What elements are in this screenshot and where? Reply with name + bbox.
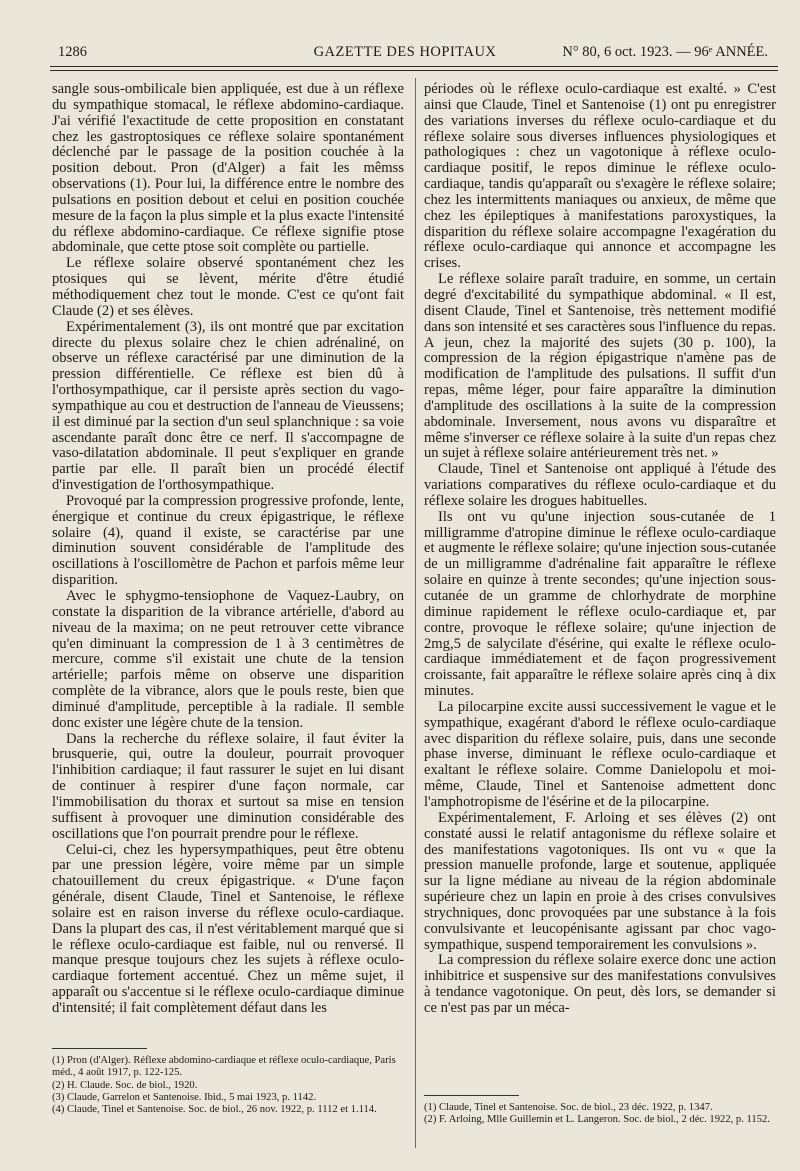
paragraph: Le réflexe solaire paraît traduire, en somme, un certain degré d'excitabilité du sympathique abdominal. « Il est, disent Claude, Tinel et Santenoise, très nettement modifié dans son intensité et ses caractères sous l'influence du repas. A jeun, chez la majorité des sujets (30 p. 100), la compression de la région épigastrique n'amène pas de modification de l'amplitude des pulsations. Il suffit d'un repas, même léger, pour faire apparaître la diminution d'amplitude des oscillations à la suite de la compression abdominale. Inversement, nous avons vu disparaître et même s'inverser ce réflexe solaire à la suite d'un repas chez un sujet à réflexe solaire antérieurement très net. »: [424, 271, 776, 462]
footnote: (2) F. Arloing, Mlle Guillemin et L. Langeron. Soc. de biol., 2 déc. 1922, p. 1152.: [424, 1114, 770, 1126]
journal-title: GAZETTE DES HOPITAUX: [313, 44, 497, 60]
paragraph: Dans la recherche du réflexe solaire, il faut éviter la brusquerie, qui, outre la douleur, pourrait provoquer l'inhibition cardiaque; il faut rassurer le sujet en lui disant de continuer à respirer d'une façon normale, car l'immobilisation du thorax et surtout sa mise en tension suffisent à provoquer une diminution considérable des oscillations que l'on pourrait prendre pour le réflexe.: [52, 730, 404, 842]
footnote: (1) Claude, Tinel et Santenoise. Soc. de biol., 23 déc. 1922, p. 1347.: [424, 1102, 713, 1113]
footnote-rule: [424, 1095, 519, 1096]
footnote-rule: [52, 1048, 147, 1049]
paragraph: Expérimentalement, F. Arloing et ses élèves (2) ont constaté aussi le relatif antagonisme du réflexe solaire et des manifestations vagotoniques. Ils ont vu « que la pression manuelle profonde, large et soutenue, appliquée sur la ligne médiane au niveau de la région abdominale supérieure chez un lapin en proie à des crises convulsives strychniques, donc provoquées par une substance à la fois convulsivante et leucopénisante agissant par choc vago-sympathique, suspend temporairement les convulsions ».: [424, 809, 776, 953]
paragraph: sangle sous-ombilicale bien appliquée, est due à un réflexe du sympathique stomacal, le réflexe abdomino-cardiaque. J'ai vérifié l'exactitude de cette proposition en constatant chez les gastroptosiques ce réflexe solaire spontanément déclenché par le passage de la position couchée à la position debout. Pron (d'Alger) a fait les mêmss observations (1). Pour lui, la différence entre le nombre des pulsations en position debout et celui en position couchée mesure de la façon la plus simple et la plus exacte l'intensité du réflexe abdomino-cardiaque. Ce réflexe signifie ptose abdominale, que cette ptose soit complète ou partielle.: [52, 81, 404, 256]
paragraph: Expérimentalement (3), ils ont montré que par excitation directe du plexus solaire chez le chien adrénaliné, on observe un réflexe caractérisé par une diminution de la pression différentielle. Ce réflexe est bien dû à l'orthosympathique, car il persiste après section du vago-sympathique au cou et destruction de l'anneau de Vieussens; il est diminué par la section d'un seul splanchnique : sa voie ascendante paraît donc être ce nerf. Il s'accompagne de vaso-dilatation abdominale. Il peut s'expliquer en grande partie par elle. Il paraît bien un procédé électif d'investigation de l'orthosympathique.: [52, 318, 404, 494]
paragraph: Avec le sphygmo-tensiophone de Vaquez-Laubry, on constate la disparition de la vibrance artérielle, d'abord au niveau de la maxima; on ne peut retrouver cette vibrance qu'en diminuant la compression de 1 à 3 centimètres de mercure, comme s'il existait une chute de la tension artérielle; parfois même on observe une disparition complète de la vibrance, alors que le pouls reste, bien que diminué d'amplitude, perceptible à la radiale. Il semble donc exister une légère chute de la tension.: [52, 588, 404, 731]
paragraph: Le réflexe solaire observé spontanément chez les ptosiques qui se lèvent, mérite d'être étudié méthodiquement chez tout le monde. C'est ce qu'ont fait Claude (2) et ses élèves.: [52, 255, 404, 319]
paragraph: Claude, Tinel et Santenoise ont appliqué à l'étude des variations comparatives du réflexe oculo-cardiaque et du réflexe solaire les drogues habituelles.: [424, 461, 776, 509]
left-footnotes: [52, 1048, 404, 1116]
header-rule-thin: [50, 70, 778, 71]
footnote: (1) Pron (d'Alger). Réflexe abdomino-cardiaque et réflexe oculo-cardiaque, Paris méd., 4 août 1917, p. 122-125.: [52, 1055, 396, 1079]
issue-info: N° 80, 6 oct. 1923. — 96ᵉ ANNÉE.: [562, 44, 768, 60]
footnote: (4) Claude, Tinel et Santenoise. Soc. de biol., 26 nov. 1922, p. 1112 et 1.114.: [52, 1104, 377, 1116]
left-column: [52, 82, 404, 1017]
running-header: [28, 40, 782, 64]
paragraph: La pilocarpine excite aussi successivement le vague et le sympathique, exagérant d'abord le réflexe oculo-cardiaque avec disparition du réflexe solaire, puis, dans une seconde phase inverse, diminuant le réflexe oculo-cardiaque et exaltant le réflexe solaire. Comme Danielopolu et moi-même, Claude, Tinel et Santenoise admettent donc l'amphotropisme de l'ésérine et de la pilocarpine.: [424, 698, 776, 810]
header-rule: [50, 66, 778, 67]
right-column: [424, 82, 776, 1017]
page-number: 1286: [58, 44, 87, 60]
paragraph: périodes où le réflexe oculo-cardiaque est exalté. » C'est ainsi que Claude, Tinel et Santenoise (1) ont pu enregistrer des variations inverses du réflexe oculo-cardiaque et du réflexe solaire sous diverses influences physiologiques et pathologiques : chez un vagotonique à réflexe oculo-cardiaque positif, le repos diminue le réflexe oculo-cardiaque, tandis qu'apparaît ou s'exagère le réflexe solaire; chez les intermittents maniaques ou anxieux, de même que chez les épileptiques à manifestations paroxystiques, la disparition du réflexe solaire accompagne l'exagération du réflexe oculo-cardiaque qui annonce et accompagne les crises.: [424, 81, 776, 272]
footnote: (3) Claude, Garrelon et Santenoise. Ibid., 5 mai 1923, p. 1142.: [52, 1091, 317, 1103]
right-footnotes: [424, 1095, 776, 1127]
paragraph: Provoqué par la compression progressive profonde, lente, énergique et continue du creux épigastrique, le réflexe solaire (4), quand il existe, se caractérise par une diminution souvent considérable de l'amplitude des oscillations à l'oscillomètre de Pachon et parfois même leur disparition.: [52, 492, 404, 589]
paragraph: La compression du réflexe solaire exerce donc une action inhibitrice et suspensive sur des manifestations convulsives à tendance vagotonique. On peut, dès lors, se demander si ce n'est pas par un méca-: [424, 952, 776, 1016]
column-divider: [415, 78, 416, 1148]
paragraph: Celui-ci, chez les hypersympathiques, peut être obtenu par une pression légère, voire même par un simple chatouillement du creux épigastrique. « D'une façon générale, disent Claude, Tinel et Santenoise, le réflexe solaire est en raison inverse du réflexe oculo-cardiaque. Dans la plupart des cas, il n'est véritablement marqué que si le réflexe oculo-cardiaque est faible, nul ou renversé. Il manque presque toujours chez les sujets à réflexe oculo-cardiaque fortement accentué. Chez un même sujet, il apparaît ou s'accentue si le réflexe oculo-cardiaque diminue d'intensité; il fait complètement défaut dans les: [52, 841, 404, 1016]
paragraph: Ils ont vu qu'une injection sous-cutanée de 1 milligramme d'atropine diminue le réflexe oculo-cardiaque et augmente le réflexe solaire; qu'une injection sous-cutanée de un milligramme d'adrénaline fait apparaître le réflexe solaire en quinze à trente secondes; qu'une injection sous-cutanée de un gramme de chlorhydrate de morphine diminue rapidement le réflexe oculo-cardiaque et, par contre, provoque le réflexe solaire; qu'une injection de 2mg,5 de salycilate d'ésérine, qui exalte le réflexe oculo-cardiaque immédiatement et de façon progressivement croissante, fait apparaître le réflexe solaire après cinq à dix minutes.: [424, 508, 776, 700]
footnote: (2) H. Claude. Soc. de biol., 1920.: [52, 1079, 198, 1091]
